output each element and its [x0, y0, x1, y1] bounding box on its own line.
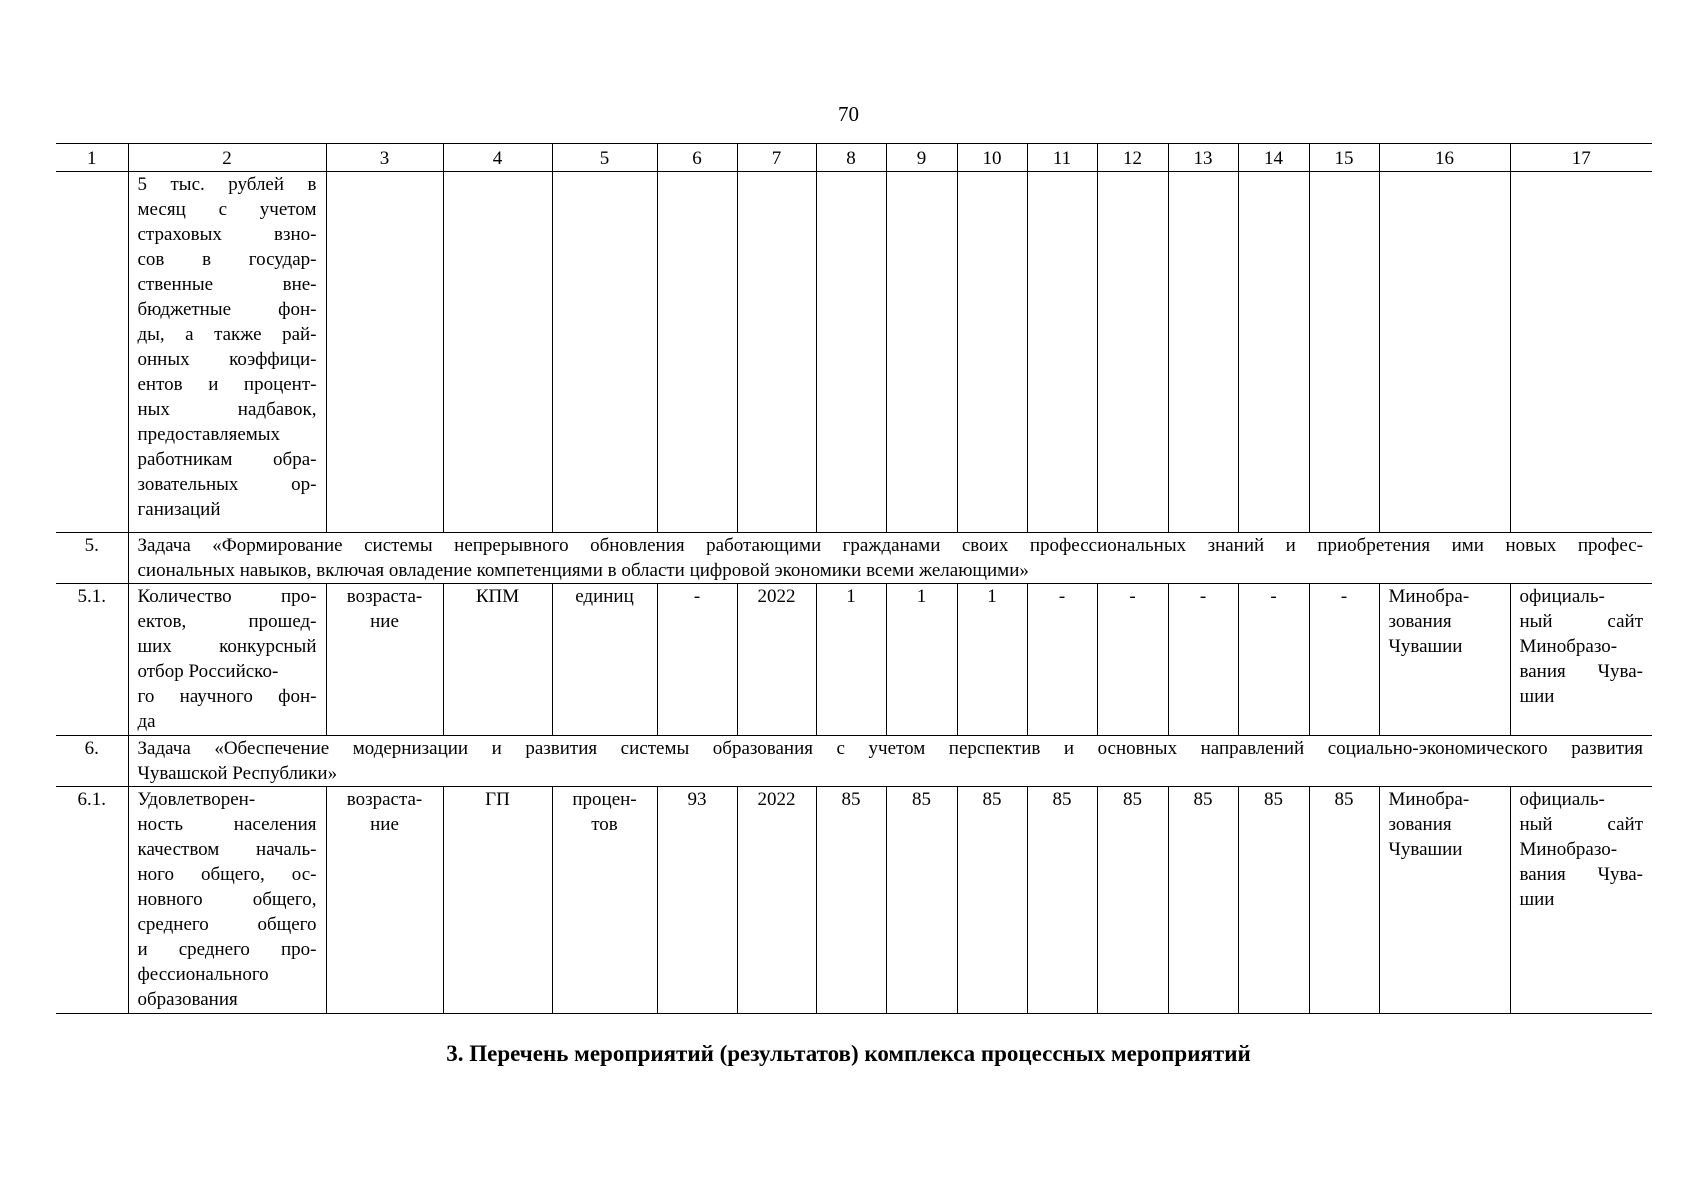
text-line: Минобразо- — [1519, 839, 1618, 860]
text-line: процен- — [572, 789, 637, 810]
column-header: 8 — [816, 144, 886, 172]
task-row-6 — [56, 736, 1652, 787]
source-cell — [1510, 584, 1652, 736]
text-line: среднего общего — [137, 914, 317, 935]
text-line: образования — [137, 989, 238, 1010]
text-line: Задача «Обеспечение модернизации и развития системы образования с учетом перспектив и основных направлений социально-экономического развития — [137, 738, 1643, 759]
text-line: Минобра- — [1388, 789, 1470, 810]
indicators-table — [56, 143, 1652, 1014]
column-header: 9 — [886, 144, 957, 172]
text-line: Минобра- — [1388, 586, 1470, 607]
column-number-row — [56, 144, 1652, 172]
text-line: ный сайт — [1519, 611, 1643, 632]
empty-cell — [443, 172, 552, 533]
value-cell: - — [1027, 584, 1097, 736]
value-cell: 1 — [886, 584, 957, 736]
task-number: 6. — [56, 736, 128, 787]
value-cell: 85 — [1097, 787, 1168, 1014]
text-line: сиональных навыков, включая овладение компетенциями в области цифровой экономики всеми желающими» — [137, 560, 1029, 581]
text-line: Удовлетворен- — [137, 789, 256, 810]
base-year-cell: 2022 — [737, 584, 816, 736]
base-year-cell: 2022 — [737, 787, 816, 1014]
text-line: ного общего, ос- — [137, 864, 317, 885]
text-line: Задача «Формирование системы непрерывного обновления работающими гражданами своих профессиональных знаний и приобретения ими новых профес- — [137, 535, 1643, 556]
text-line: 5 тыс. рублей в — [137, 174, 317, 195]
value-cell: 85 — [1309, 787, 1379, 1014]
text-line: тов — [591, 814, 618, 835]
text-line: онных коэффици- — [137, 349, 317, 370]
level-cell: ГП — [443, 787, 552, 1014]
text-line: качеством началь- — [137, 839, 317, 860]
text-line: Чувашии — [1388, 636, 1463, 657]
text-line: фессионального — [137, 964, 269, 985]
text-line: сов в государ- — [137, 249, 317, 270]
row-number: 5.1. — [56, 584, 128, 736]
task-text — [128, 533, 1652, 584]
indicator-name — [128, 584, 326, 736]
text-line: го научного фон- — [137, 686, 317, 707]
table-row-continuation — [56, 172, 1652, 533]
empty-cell — [657, 172, 737, 533]
column-header: 4 — [443, 144, 552, 172]
source-cell — [1510, 787, 1652, 1014]
task-row-5 — [56, 533, 1652, 584]
text-line: зования — [1388, 814, 1452, 835]
direction-cell — [326, 787, 443, 1014]
column-header: 5 — [552, 144, 657, 172]
text-line: предоставляемых — [137, 424, 281, 445]
value-cell: 85 — [957, 787, 1027, 1014]
column-header: 6 — [657, 144, 737, 172]
text-line: месяц с учетом — [137, 199, 317, 220]
indicator-name — [128, 787, 326, 1014]
text-line: Чувашии — [1388, 839, 1463, 860]
text-line: Минобразо- — [1519, 636, 1618, 657]
value-cell: - — [1097, 584, 1168, 736]
empty-cell — [886, 172, 957, 533]
column-header: 1 — [56, 144, 128, 172]
text-line: официаль- — [1519, 789, 1605, 810]
row-number: 6.1. — [56, 787, 128, 1014]
text-line: новного общего, — [137, 889, 317, 910]
column-header: 15 — [1309, 144, 1379, 172]
text-line: вания Чува- — [1519, 864, 1643, 885]
value-cell: - — [1238, 584, 1309, 736]
page-number: 70 — [838, 102, 859, 126]
text-line: ганизаций — [137, 499, 221, 520]
empty-cell — [1027, 172, 1097, 533]
column-header: 12 — [1097, 144, 1168, 172]
value-cell: 85 — [1238, 787, 1309, 1014]
text-line: вания Чува- — [1519, 661, 1643, 682]
value-cell: 1 — [957, 584, 1027, 736]
text-line: ственные вне- — [137, 274, 317, 295]
indicator-row-5-1 — [56, 584, 1652, 736]
empty-cell — [1309, 172, 1379, 533]
responsible-cell — [1379, 584, 1510, 736]
text-line: шии — [1519, 889, 1555, 910]
responsible-cell — [1379, 787, 1510, 1014]
base-value-cell: - — [657, 584, 737, 736]
section-heading: 3. Перечень мероприятий (результатов) комплекса процессных мероприятий — [446, 1041, 1251, 1066]
text-line: ектов, прошед- — [137, 611, 317, 632]
text-line: ние — [370, 611, 399, 632]
empty-cell — [957, 172, 1027, 533]
text-line: официаль- — [1519, 586, 1605, 607]
text-line: ды, а также рай- — [137, 324, 317, 345]
column-header: 7 — [737, 144, 816, 172]
text-line: страховых взно- — [137, 224, 317, 245]
value-cell: - — [1309, 584, 1379, 736]
empty-cell — [816, 172, 886, 533]
column-header: 3 — [326, 144, 443, 172]
indicator-name-continuation — [128, 172, 326, 533]
column-header: 2 — [128, 144, 326, 172]
text-line: да — [137, 711, 156, 732]
text-line: ние — [370, 814, 399, 835]
text-line: отбор Российско- — [137, 661, 279, 682]
value-cell: - — [1168, 584, 1238, 736]
text-line: зования — [1388, 611, 1452, 632]
column-header: 17 — [1510, 144, 1652, 172]
value-cell: 85 — [1168, 787, 1238, 1014]
column-header: 14 — [1238, 144, 1309, 172]
empty-cell — [326, 172, 443, 533]
empty-cell — [1168, 172, 1238, 533]
empty-cell — [1238, 172, 1309, 533]
empty-cell — [1379, 172, 1510, 533]
text-line: и среднего про- — [137, 939, 317, 960]
text-line: Количество про- — [137, 586, 317, 607]
text-line: возраста- — [346, 586, 423, 607]
unit-cell: единиц — [552, 584, 657, 736]
empty-cell — [737, 172, 816, 533]
value-cell: 1 — [816, 584, 886, 736]
column-header: 13 — [1168, 144, 1238, 172]
empty-cell — [552, 172, 657, 533]
text-line: ных надбавок, — [137, 399, 317, 420]
unit-cell — [552, 787, 657, 1014]
task-number: 5. — [56, 533, 128, 584]
text-line: ших конкурсный — [137, 636, 317, 657]
text-line: работникам обра- — [137, 449, 317, 470]
empty-cell — [1097, 172, 1168, 533]
value-cell: 85 — [886, 787, 957, 1014]
text-line: Чувашской Республики» — [137, 763, 338, 784]
level-cell: КПМ — [443, 584, 552, 736]
text-line: возраста- — [346, 789, 423, 810]
text-line: зовательных ор- — [137, 474, 317, 495]
text-line: ность населения — [137, 814, 317, 835]
value-cell: 85 — [1027, 787, 1097, 1014]
direction-cell — [326, 584, 443, 736]
column-header: 16 — [1379, 144, 1510, 172]
text-line: ентов и процент- — [137, 374, 317, 395]
text-line: бюджетные фон- — [137, 299, 317, 320]
text-line: ный сайт — [1519, 814, 1643, 835]
column-header: 10 — [957, 144, 1027, 172]
empty-cell — [1510, 172, 1652, 533]
column-header: 11 — [1027, 144, 1097, 172]
task-text — [128, 736, 1652, 787]
empty-cell — [56, 172, 128, 533]
base-value-cell: 93 — [657, 787, 737, 1014]
text-line: шии — [1519, 686, 1555, 707]
indicator-row-6-1 — [56, 787, 1652, 1014]
value-cell: 85 — [816, 787, 886, 1014]
